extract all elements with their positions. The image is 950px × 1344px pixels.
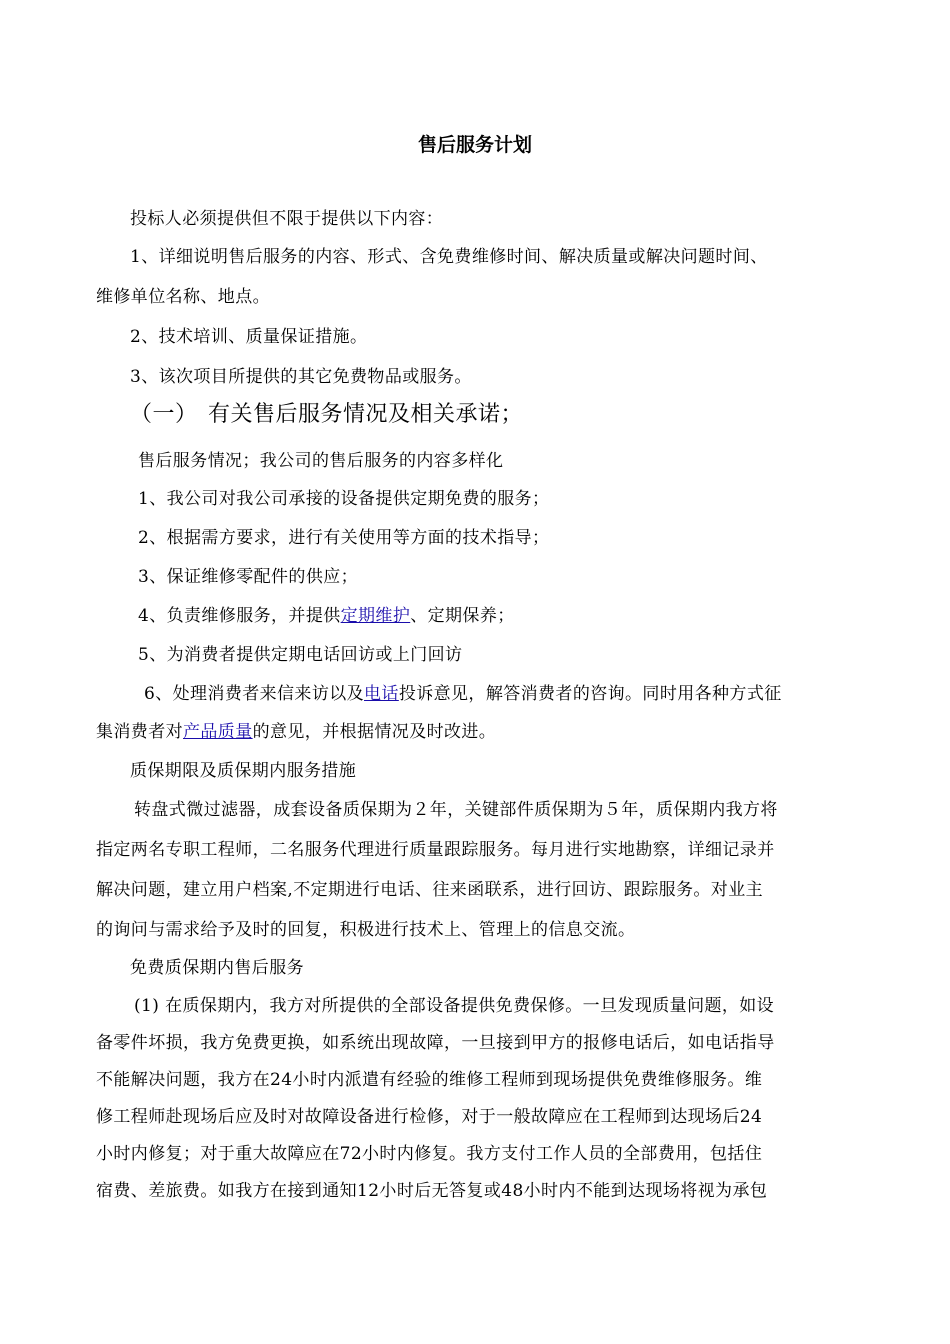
warranty-heading: 质保期限及质保期内服务措施 — [130, 761, 357, 781]
service-item-3: 3、保证维修零配件的供应； — [138, 567, 359, 587]
service-item-6b-tail: 的意见，并根据情况及时改进。 — [252, 722, 497, 742]
free-warranty-line-6: 宿费、差旅费。如我方在接到通知12小时后无答复或48小时内不能到达现场将视为承包 — [96, 1181, 768, 1201]
requirement-2: 2、技术培训、质量保证措施。 — [130, 327, 368, 347]
warranty-para-line-4: 的询问与需求给予及时的回复，积极进行技术上、管理上的信息交流。 — [96, 920, 636, 940]
warranty-para-line-2: 指定两名专职工程师，二名服务代理进行质量跟踪服务。每月进行实地勘察，详细记录并 — [96, 840, 775, 860]
warranty-para-line-3: 解决问题，建立用户档案,不定期进行电话、往来函联系，进行回访、跟踪服务。对业主 — [96, 880, 764, 900]
link-product-quality[interactable]: 产品质量 — [183, 722, 253, 742]
warranty-para-line-1: 转盘式微过滤器，成套设备质保期为２年，关键部件质保期为５年，质保期内我方将 — [134, 800, 778, 820]
free-warranty-line-5: 小时内修复；对于重大故障应在72小时内修复。我方支付工作人员的全部费用，包括住 — [96, 1144, 763, 1164]
link-phone[interactable]: 电话 — [364, 684, 399, 704]
service-intro: 售后服务情况；我公司的售后服务的内容多样化 — [138, 451, 504, 471]
service-item-6-line-2 — [96, 719, 856, 745]
service-item-6-line-1 — [144, 681, 904, 707]
free-warranty-line-1: (1) 在质保期内，我方对所提供的全部设备提供免费保修。一旦发现质量问题，如设 — [134, 996, 775, 1016]
service-item-1: 1、我公司对我公司承接的设备提供定期免费的服务； — [138, 489, 550, 509]
intro-line: 投标人必须提供但不限于提供以下内容： — [130, 209, 444, 229]
requirement-1-line-2: 维修单位名称、地点。 — [96, 287, 270, 307]
section-heading — [130, 400, 523, 430]
service-item-6-tail: 投诉意见，解答消费者的咨询。同时用各种方式征 — [398, 684, 782, 704]
service-item-2: 2、根据需方要求，进行有关使用等方面的技术指导； — [138, 528, 550, 548]
free-warranty-line-3: 不能解决问题，我方在24小时内派遣有经验的维修工程师到现场提供免费维修服务。维 — [96, 1070, 763, 1090]
free-warranty-line-2: 备零件坏损，我方免费更换，如系统出现故障，一旦接到甲方的报修电话后，如电话指导 — [96, 1033, 775, 1053]
free-warranty-line-4: 修工程师赴现场后应及时对故障设备进行检修，对于一般故障应在工程师到达现场后24 — [96, 1107, 763, 1127]
service-item-4-tail: 、定期保养； — [410, 606, 515, 626]
service-item-6-text: 6、处理消费者来信来访以及 — [144, 684, 365, 704]
requirement-1-line-1: 1、详细说明售后服务的内容、形式、含免费维修时间、解决质量或解决问题时间、 — [130, 247, 768, 267]
link-regular-maintenance[interactable]: 定期维护 — [340, 606, 411, 626]
requirement-3: 3、该次项目所提供的其它免费物品或服务。 — [130, 367, 472, 387]
section-title: 有关售后服务情况及相关承诺； — [208, 402, 524, 427]
document-title: 售后服务计划 — [417, 134, 532, 156]
service-item-6b-text: 集消费者对 — [96, 722, 183, 742]
service-item-4-text: 4、负责维修服务，并提供 — [138, 606, 341, 626]
service-item-5: 5、为消费者提供定期电话回访或上门回访 — [138, 645, 463, 665]
section-number: （一） — [130, 402, 198, 427]
service-item-4 — [138, 603, 898, 629]
free-warranty-heading: 免费质保期内售后服务 — [130, 958, 304, 978]
